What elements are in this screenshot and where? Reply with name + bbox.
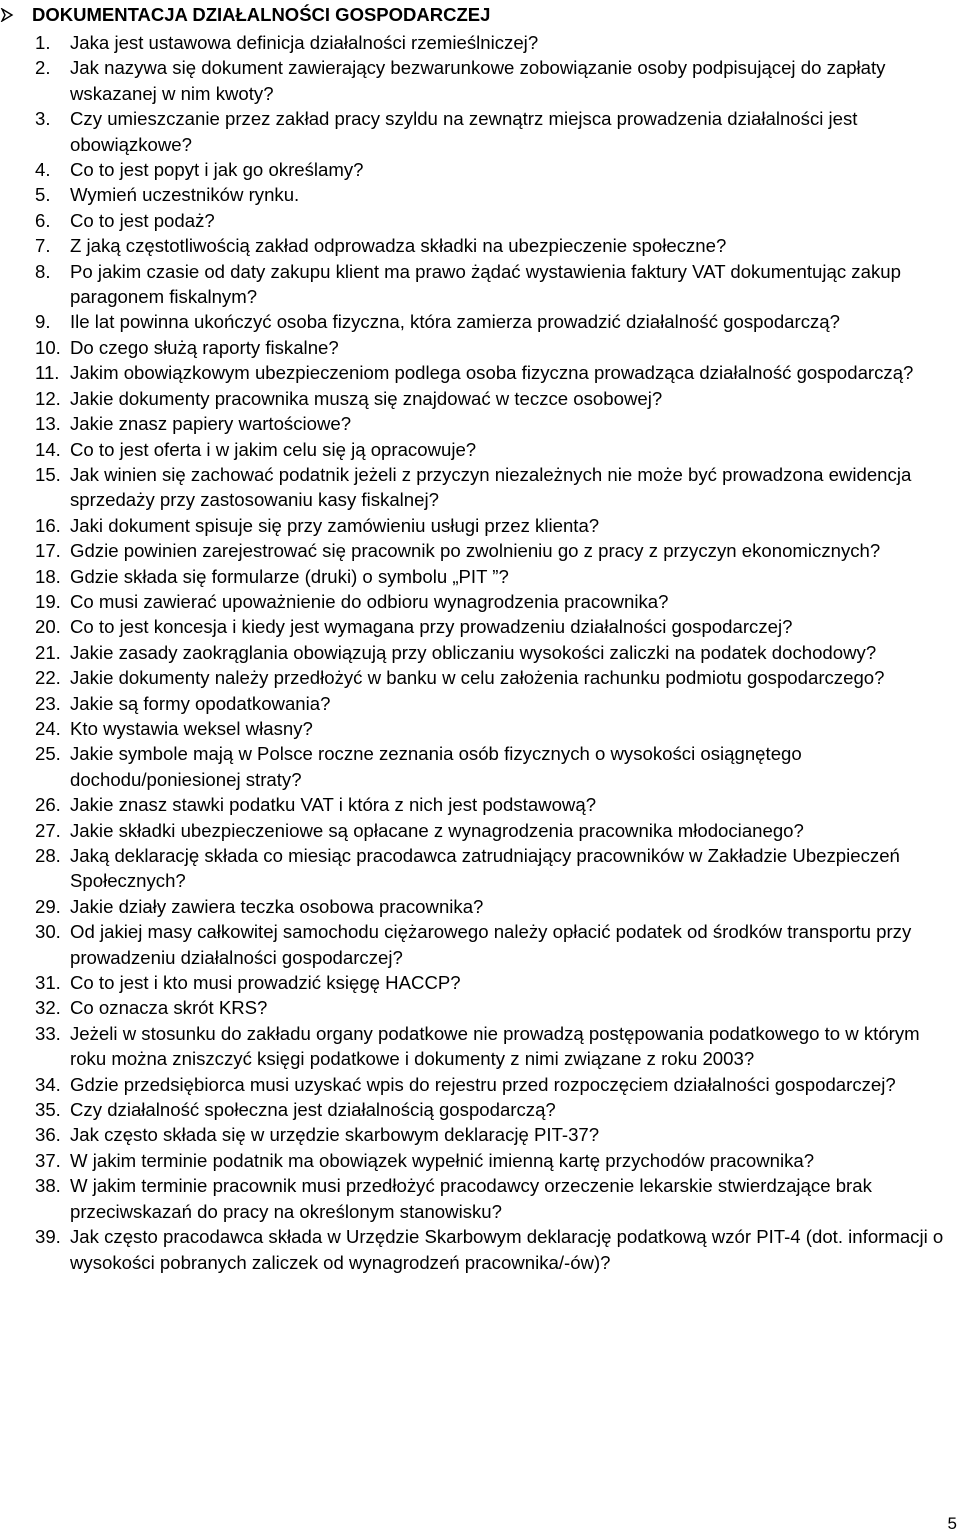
question-item: [0, 309, 960, 334]
question-text: Do czego służą raporty fiskalne?: [70, 336, 339, 358]
question-text: Co oznacza skrót KRS?: [70, 997, 268, 1019]
question-number: 29.: [35, 895, 61, 917]
question-number: 36.: [35, 1124, 61, 1146]
question-item: [0, 437, 960, 462]
question-number: 31.: [35, 972, 61, 994]
question-number: 15.: [35, 463, 61, 485]
question-item: [0, 691, 960, 716]
question-number: 24.: [35, 717, 61, 739]
question-number: 18.: [35, 565, 61, 587]
question-text: Jeżeli w stosunku do zakładu organy podatkowe nie prowadzą postępowania podatkowego to w którym roku można zniszczyć księgi podatkowe i dokumenty z nimi związane z roku 2003?: [70, 1022, 920, 1070]
question-text: Gdzie powinien zarejestrować się pracownik po zwolnieniu go z pracy z przyczyn ekonomicznych?: [70, 540, 881, 562]
question-number: 32.: [35, 997, 61, 1019]
question-text: Jakie składki ubezpieczeniowe są opłacane z wynagrodzenia pracownika młodocianego?: [70, 819, 804, 841]
question-number: 4.: [35, 159, 51, 181]
question-text: Jakie zasady zaokrąglania obowiązują przy obliczaniu wysokości zaliczki na podatek dochodowy?: [70, 641, 877, 663]
question-number: 38.: [35, 1175, 61, 1197]
question-number: 23.: [35, 692, 61, 714]
question-number: 26.: [35, 794, 61, 816]
question-number: 7.: [35, 235, 51, 257]
question-number: 27.: [35, 819, 61, 841]
question-text: Czy umieszczanie przez zakład pracy szyldu na zewnątrz miejsca prowadzenia działalności jest obowiązkowe?: [70, 108, 858, 155]
page-number: 5: [947, 1514, 957, 1533]
question-number: 20.: [35, 616, 61, 638]
question-number: 5.: [35, 184, 51, 206]
question-item: [0, 665, 960, 690]
question-text: Jakie dokumenty należy przedłożyć w banku w celu założenia rachunku podmiotu gospodarczego?: [70, 667, 885, 689]
question-text: Kto wystawia weksel własny?: [70, 717, 313, 739]
question-number: 2.: [35, 57, 51, 79]
question-item: [0, 55, 960, 106]
question-number: 21.: [35, 641, 61, 663]
question-number: 14.: [35, 438, 61, 460]
question-item: [0, 1072, 960, 1097]
question-list: [0, 30, 960, 1275]
question-item: [0, 818, 960, 843]
question-text: Co musi zawierać upoważnienie do odbioru wynagrodzenia pracownika?: [70, 590, 669, 612]
question-text: W jakim terminie podatnik ma obowiązek wypełnić imienną kartę przychodów pracownika?: [70, 1149, 815, 1171]
question-number: 13.: [35, 413, 61, 435]
question-item: [0, 741, 960, 792]
question-text: Wymień uczestników rynku.: [70, 184, 300, 206]
question-item: [0, 843, 960, 894]
question-text: Co to jest koncesja i kiedy jest wymagana przy prowadzeniu działalności gospodarczej?: [70, 616, 793, 638]
question-number: 11.: [35, 362, 60, 384]
question-item: [0, 208, 960, 233]
question-item: [0, 182, 960, 207]
question-text: Gdzie składa się formularze (druki) o symbolu „PIT ”?: [70, 565, 509, 587]
question-text: Jakie dokumenty pracownika muszą się znajdować w teczce osobowej?: [70, 387, 663, 409]
question-text: Jakim obowiązkowym ubezpieczeniom podlega osoba fizyczna prowadząca działalność gospodarczą?: [70, 362, 914, 384]
question-item: [0, 614, 960, 639]
question-text: Co to jest popyt i jak go określamy?: [70, 159, 364, 181]
question-item: [0, 792, 960, 817]
question-text: Jak winien się zachować podatnik jeżeli z przyczyn niezależnych nie może być prowadzona ewidencja sprzedaży przy zastosowaniu kasy fiskalnej?: [70, 463, 912, 511]
question-item: [0, 995, 960, 1020]
question-item: [0, 1224, 960, 1275]
question-text: Jakie działy zawiera teczka osobowa pracownika?: [70, 895, 484, 917]
question-text: Jaką deklarację składa co miesiąc pracodawca zatrudniający pracowników w Zakładzie Ubezpieczeń Społecznych?: [70, 845, 900, 892]
question-item: [0, 386, 960, 411]
question-number: 6.: [35, 209, 51, 231]
question-number: 30.: [35, 921, 61, 943]
question-text: Jaki dokument spisuje się przy zamówieniu usługi przez klienta?: [70, 514, 600, 536]
question-item: [0, 335, 960, 360]
question-item: [0, 259, 960, 310]
document-heading-row: [0, 2, 490, 28]
question-text: Jak często składa się w urzędzie skarbowym deklarację PIT-37?: [70, 1124, 600, 1146]
question-number: 25.: [35, 743, 61, 765]
arrow-bullet-icon: [0, 2, 28, 28]
question-item: [0, 1148, 960, 1173]
question-item: [0, 1097, 960, 1122]
question-item: [0, 564, 960, 589]
question-item: [0, 1021, 960, 1072]
question-item: [0, 106, 960, 157]
question-text: Jakie znasz papiery wartościowe?: [70, 413, 352, 435]
question-item: [0, 360, 960, 385]
question-text: Z jaką częstotliwością zakład odprowadza składki na ubezpieczenie społeczne?: [70, 235, 727, 257]
question-text: Co to jest i kto musi prowadzić księgę HACCP?: [70, 972, 461, 994]
question-text: Gdzie przedsiębiorca musi uzyskać wpis do rejestru przed rozpoczęciem działalności gospodarczej?: [70, 1073, 896, 1095]
question-item: [0, 1122, 960, 1147]
question-item: [0, 233, 960, 258]
question-item: [0, 1173, 960, 1224]
question-text: Jak nazywa się dokument zawierający bezwarunkowe zobowiązanie osoby podpisującej do zapłaty wskazanej w nim kwoty?: [70, 57, 886, 104]
question-item: [0, 640, 960, 665]
question-item: [0, 157, 960, 182]
question-text: Jakie znasz stawki podatku VAT i która z nich jest podstawową?: [70, 794, 597, 816]
question-text: Jakie symbole mają w Polsce roczne zeznania osób fizycznych o wysokości osiągnętego dochodu/poniesionej straty?: [70, 743, 802, 790]
question-number: 9.: [35, 311, 51, 333]
question-number: 1.: [35, 32, 51, 53]
question-text: Ile lat powinna ukończyć osoba fizyczna, która zamierza prowadzić działalność gospodarczą?: [70, 311, 840, 333]
question-text: Czy działalność społeczna jest działalnością gospodarczą?: [70, 1099, 556, 1121]
question-number: 17.: [35, 540, 61, 562]
question-number: 19.: [35, 590, 61, 612]
document-heading: DOKUMENTACJA DZIAŁALNOŚCI GOSPODARCZEJ: [32, 4, 491, 25]
question-item: [0, 970, 960, 995]
question-text: W jakim terminie pracownik musi przedłożyć pracodawcy orzeczenie lekarskie stwierdzające brak przeciwskazań do pracy na określonym stanowisku?: [70, 1175, 872, 1222]
question-text: Co to jest oferta i w jakim celu się ją opracowuje?: [70, 438, 477, 460]
question-text: Od jakiej masy całkowitej samochodu ciężarowego należy opłacić podatek od środków transportu przy prowadzeniu działalności gospodarczej?: [70, 921, 912, 968]
question-text: Jakie są formy opodatkowania?: [70, 692, 331, 714]
question-number: 12.: [35, 387, 61, 409]
question-number: 37.: [35, 1149, 61, 1171]
question-number: 28.: [35, 845, 61, 866]
question-number: 10.: [35, 336, 61, 358]
question-item: [0, 513, 960, 538]
question-text: Jak często pracodawca składa w Urzędzie Skarbowym deklarację podatkową wzór PIT-4 (dot. informacji o wysokości pobranych zaliczek od wynagrodzeń pracownika/-ów)?: [70, 1226, 944, 1273]
question-item: [0, 919, 960, 970]
question-number: 39.: [35, 1226, 61, 1248]
question-number: 3.: [35, 108, 51, 130]
question-item: [0, 462, 960, 513]
question-number: 16.: [35, 514, 61, 536]
question-number: 33.: [35, 1022, 61, 1044]
question-item: [0, 30, 960, 55]
question-text: Co to jest podaż?: [70, 209, 215, 231]
question-item: [0, 411, 960, 436]
question-number: 8.: [35, 260, 51, 282]
question-item: [0, 716, 960, 741]
question-text: Po jakim czasie od daty zakupu klient ma prawo żądać wystawienia faktury VAT dokumentując zakup paragonem fiskalnym?: [70, 260, 901, 308]
question-text: Jaka jest ustawowa definicja działalności rzemieślniczej?: [70, 32, 539, 53]
question-number: 34.: [35, 1073, 61, 1095]
question-item: [0, 538, 960, 563]
question-item: [0, 589, 960, 614]
question-number: 35.: [35, 1099, 61, 1121]
question-number: 22.: [35, 667, 61, 689]
question-item: [0, 894, 960, 919]
